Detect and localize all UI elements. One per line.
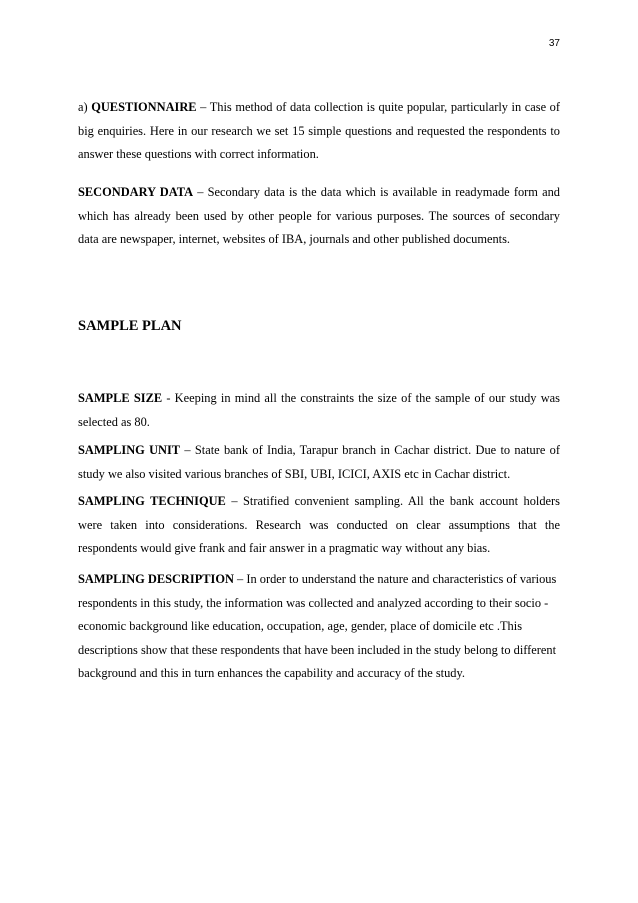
questionnaire-text: – This method of data collection is quite popular, particularly in case of big enquiries. Here in our research we set 15 simple questions and requested the respondents to answer these questions with correct information. [78,100,560,162]
sampling-unit-paragraph [78,439,560,486]
page-number: 37 [548,38,560,49]
sampling-description-paragraph [78,568,560,686]
questionnaire-prefix: a) [78,100,92,114]
sampling-description-term: SAMPLING DESCRIPTION [78,572,234,586]
secondary-data-paragraph [78,181,560,252]
questionnaire-term: QUESTIONNAIRE [91,100,197,114]
sampling-unit-term: SAMPLING UNIT [78,443,181,457]
sample-size-term: SAMPLE SIZE [78,391,163,405]
sampling-technique-text: – Stratified convenient sampling. All the bank account holders were taken into considerations. Research was conducted on clear assumptions that the respondents would give frank and fair answer in a pragmatic way without any bias. [78,494,560,556]
questionnaire-paragraph [78,96,560,167]
secondary-data-term: SECONDARY DATA [78,185,194,199]
sample-plan-heading: SAMPLE PLAN [78,318,182,334]
sampling-description-text: – In order to understand the nature and characteristics of various respondents in this study, the information was collected and analyzed according to their socio - economic background like education, occupation, age, gender, place of domicile etc .This descriptions show that these respondents that have been included in the study belong to different background and this in turn enhances the capability and accuracy of the study. [78,572,557,681]
sample-size-paragraph [78,387,560,434]
sampling-technique-term: SAMPLING TECHNIQUE [78,494,226,508]
sampling-unit-text: – State bank of India, Tarapur branch in Cachar district. Due to nature of study we also visited various branches of SBI, UBI, ICICI, AXIS etc in Cachar district. [78,443,560,481]
sample-size-text: - Keeping in mind all the constraints the size of the sample of our study was selected as 80. [78,391,560,429]
sampling-technique-paragraph [78,490,560,561]
secondary-data-text: – Secondary data is the data which is available in readymade form and which has already been used by other people for various purposes. The sources of secondary data are newspaper, internet, websites of IBA, journals and other published documents. [78,185,561,247]
